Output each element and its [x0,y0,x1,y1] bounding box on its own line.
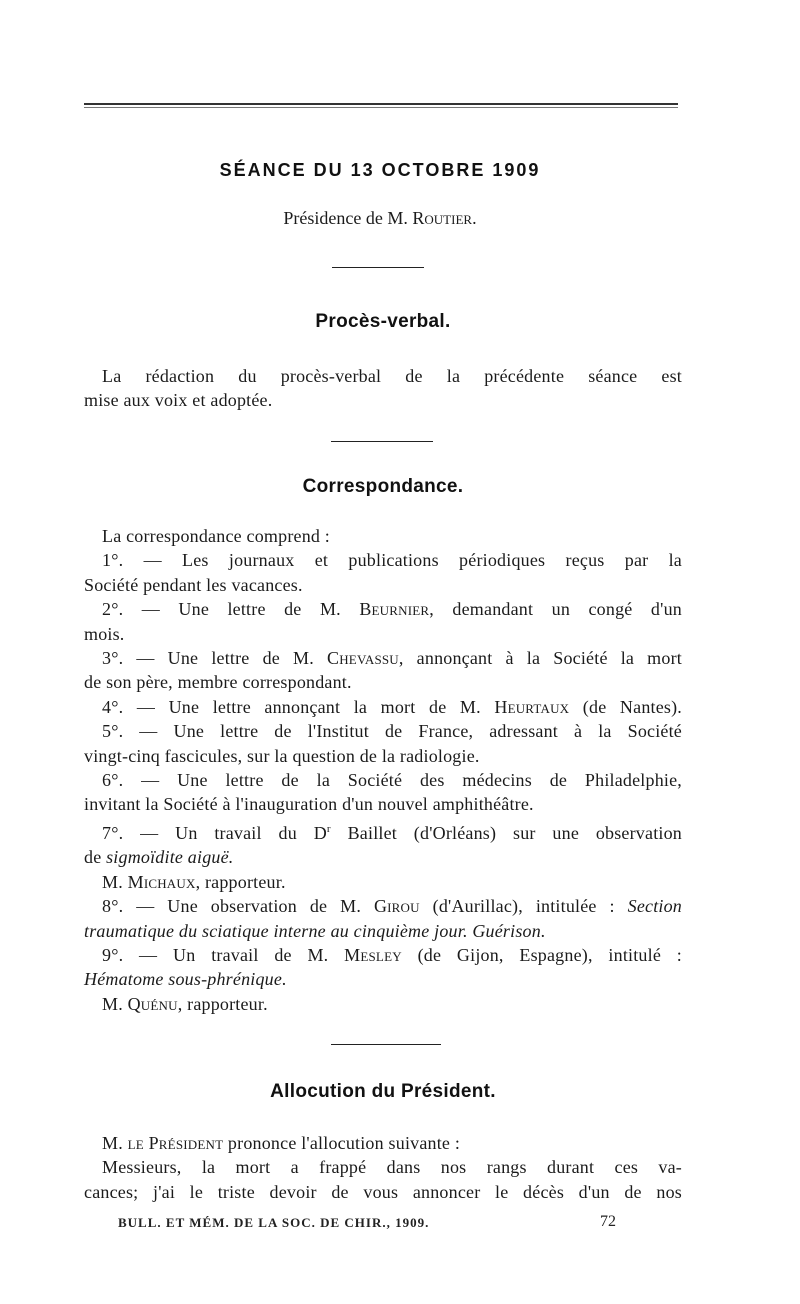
text-span: M. [102,871,128,892]
allocution-text [84,1131,682,1204]
italic-title: Hématome sous-phrénique. [84,969,287,990]
correspondance-heading: Correspondance. [302,476,464,497]
proces-verbal-text [84,364,682,413]
section-divider [332,267,424,268]
allocution-heading: Allocution du Président. [270,1081,496,1102]
item-7-line [84,845,682,869]
section-divider [331,1044,441,1045]
person-name: Quénu [127,993,178,1014]
text-span: M. [102,1133,128,1153]
president-title: le Président [127,1133,224,1153]
item-8-line [84,919,682,943]
text-span: prononce l'allocution suivante : [223,1133,461,1153]
text-span: , rapporteur. [195,871,286,892]
item-2-line [84,597,682,621]
text-line: Messieurs, la mort a frappé dans nos rangs durant ces va- [102,1157,682,1178]
item-9-line [84,943,682,967]
item-2-line: mois. [84,623,125,644]
text-line: cances; j'ai le triste devoir de vous annoncer le décès d'un de nos [84,1181,682,1202]
text-span: 7°. — Un travail du D [102,822,327,843]
text-span: (de Gijon, Espagne), intitulé : [401,944,682,965]
item-9-line [84,967,682,991]
text-span: , demandant un congé d'un [429,599,682,620]
item-6-line: 6°. — Une lettre de la Société des médecins de Philadelphie, [102,770,682,791]
correspondance-text [84,524,682,1016]
item-5-line: 5°. — Une lettre de l'Institut de France, adressant à la Société [102,721,682,742]
text-span: , annonçant à la Société la mort [398,648,682,669]
item-8-line [84,894,682,918]
item-5-line: vingt-cinq fascicules, sur la question de la radiologie. [84,745,480,766]
item-1-line: 1°. — Les journaux et publications périodiques reçus par la [102,550,682,571]
seance-title: SÉANCE DU 13 OCTOBRE 1909 [219,160,541,180]
item-7-line [84,817,682,845]
italic-title: traumatique du sciatique interne au cinquième jour. Guérison. [84,920,546,941]
text-span: (de Nantes). [569,696,683,717]
italic-title: Section [627,896,683,917]
person-name: Heurtaux [494,696,570,717]
item-6-line: invitant la Société à l'inauguration d'un nouvel amphithéâtre. [84,794,534,815]
presidence-suffix: . [472,208,477,228]
text-span: 3°. — Une lettre de M. [102,648,328,669]
presidence-prefix: Présidence de M. [283,208,413,228]
person-name: Beurnier [359,599,430,620]
text-span: 9°. — Un travail de M. [102,944,345,965]
page-number: 72 [600,1213,616,1230]
text-line: La rédaction du procès-verbal de la précédente séance est [102,366,682,386]
item-4-line [84,695,682,719]
text-span: 8°. — Une observation de M. [102,896,374,917]
person-name: Mesley [344,944,402,965]
rapporteur-line [84,870,682,894]
text-span: de [84,847,107,868]
text-line [84,1131,682,1155]
person-name: Michaux [127,871,196,892]
proces-verbal-heading: Procès-verbal. [315,311,451,332]
president-name: Routier [412,208,473,228]
text-span: 4°. — Une lettre annonçant la mort de M. [102,696,495,717]
italic-title: sigmoïdite aiguë. [106,847,234,868]
top-rule [84,103,678,105]
journal-footer: BULL. ET MÉM. DE LA SOC. DE CHIR., 1909. [118,1215,430,1230]
superscript: r [326,822,331,835]
section-divider [331,441,433,442]
item-1-line: Société pendant les vacances. [84,574,303,595]
text-span: (d'Aurillac), intitulée : [419,896,628,917]
rapporteur-line [84,992,682,1016]
item-3-line [84,646,682,670]
presidence-line [0,208,760,229]
text-span: M. [102,993,128,1014]
item-3-line: de son père, membre correspondant. [84,672,352,693]
text-span: 2°. — Une lettre de M. [102,599,360,620]
text-span: Baillet (d'Orléans) sur une observation [330,822,683,843]
person-name: Chevassu [327,648,399,669]
text-line: mise aux voix et adoptée. [84,390,273,411]
text-line: La correspondance comprend : [102,526,330,546]
text-span: , rapporteur. [177,993,268,1014]
person-name: Girou [373,896,420,917]
